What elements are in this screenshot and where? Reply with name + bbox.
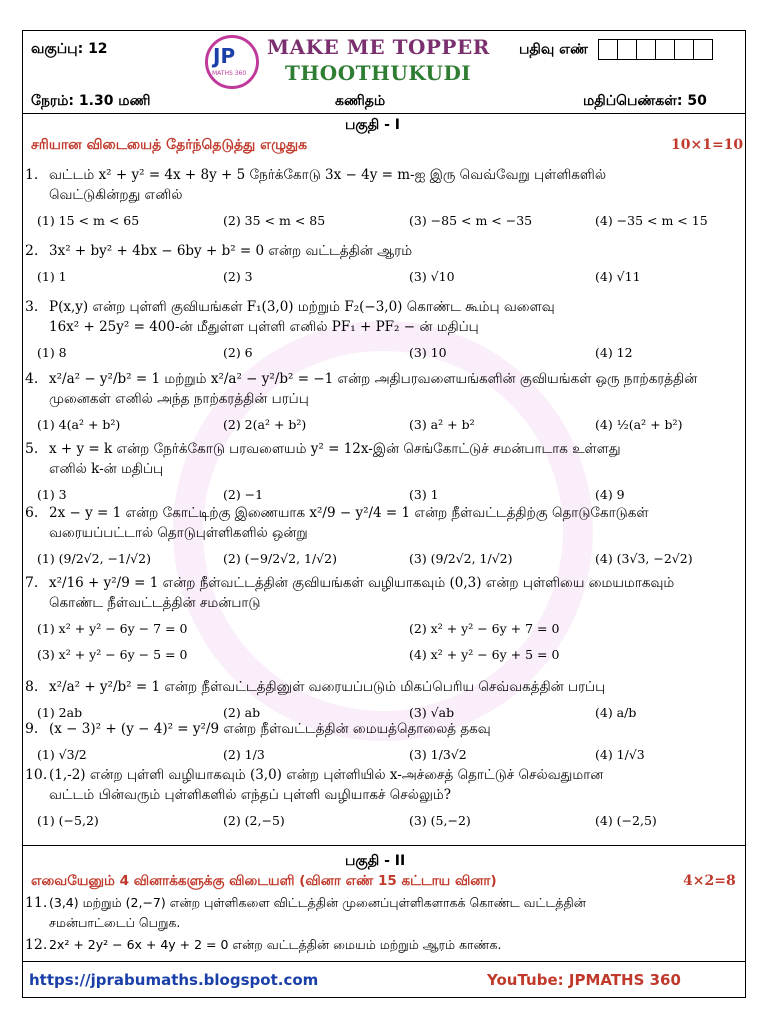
part1-instruction: சரியான விடையைத் தேர்ந்தெடுத்து எழுதுக	[31, 137, 308, 153]
question-text: 2x − y = 1 என்ற கோட்டிற்கு இணையாக x²/9 − y²/4 = 1 என்ற நீள்வட்டத்திற்கு தொடுகோடுகள்	[49, 505, 649, 521]
answer-option[interactable]: (4) a/b	[595, 705, 637, 720]
question-number: 1.	[25, 167, 39, 183]
question-text: கொண்ட நீள்வட்டத்தின் சமன்பாடு	[49, 595, 261, 611]
answer-option[interactable]: (3) 1	[409, 487, 439, 502]
answer-option[interactable]: (3) 10	[409, 345, 447, 360]
question-text: (3,4) மற்றும் (2,−7) என்ற புள்ளிகளை விட்டத்தின் முனைப்புள்ளிகளாகக் கொண்ட வட்டத்தின்	[49, 895, 586, 910]
answer-option[interactable]: (4) 12	[595, 345, 633, 360]
part2-title: பகுதி - II	[345, 853, 406, 869]
question-text: சமன்பாட்டைப் பெறுக.	[49, 915, 181, 930]
brand-title: MAKE ME TOPPER	[267, 35, 490, 59]
answer-option[interactable]: (3) x² + y² − 6y − 5 = 0	[37, 647, 188, 662]
answer-option[interactable]: (3) 1/3√2	[409, 747, 467, 762]
question-number: 12.	[25, 937, 48, 953]
question-number: 9.	[25, 721, 39, 737]
question-number: 5.	[25, 441, 39, 457]
part1-marks: 10×1=10	[671, 137, 744, 153]
answer-option[interactable]: (4) −35 < m < 15	[595, 213, 708, 228]
question-text: (x − 3)² + (y − 4)² = y²/9 என்ற நீள்வட்டத்தின் மையத்தொலைத் தகவு	[49, 721, 491, 737]
question-text: x²/16 + y²/9 = 1 என்ற நீள்வட்டத்தின் குவியங்கள் வழியாகவும் (0,3) என்ற புள்ளியை மையமாகவும்	[49, 575, 675, 591]
question-paper	[22, 30, 746, 998]
reg-number-boxes[interactable]	[599, 42, 713, 58]
question-number: 8.	[25, 679, 39, 695]
answer-option[interactable]: (1) 1	[37, 269, 67, 284]
brand-subtitle: THOOTHUKUDI	[285, 61, 472, 85]
answer-option[interactable]: (1) 8	[37, 345, 67, 360]
answer-option[interactable]: (3) a² + b²	[409, 417, 475, 432]
answer-option[interactable]: (4) 1/√3	[595, 747, 645, 762]
answer-option[interactable]: (1) x² + y² − 6y − 7 = 0	[37, 621, 188, 636]
question-number: 10.	[25, 767, 48, 783]
answer-option[interactable]: (2) 3	[223, 269, 253, 284]
part1-title: பகுதி - I	[345, 117, 401, 133]
answer-option[interactable]: (1) 3	[37, 487, 67, 502]
answer-option[interactable]: (2) 1/3	[223, 747, 265, 762]
question-number: 4.	[25, 371, 39, 387]
answer-option[interactable]: (1) 15 < m < 65	[37, 213, 140, 228]
question-text: x²/a² − y²/b² = 1 மற்றும் x²/a² − y²/b² = −1 என்ற அதிபரவளையங்களின் குவியங்கள் ஒரு நாற்கரத்தின்	[49, 371, 698, 387]
answer-option[interactable]: (1) 2ab	[37, 705, 83, 720]
divider	[23, 845, 745, 846]
part2-marks: 4×2=8	[683, 873, 736, 889]
answer-option[interactable]: (4) ½(a² + b²)	[595, 417, 683, 432]
question-number: 7.	[25, 575, 39, 591]
question-number: 2.	[25, 243, 39, 259]
divider	[23, 113, 745, 114]
marks-label: மதிப்பெண்கள்: 50	[583, 93, 707, 109]
reg-label-text: பதிவு எண்	[519, 41, 588, 58]
subject-label: கணிதம்	[335, 93, 386, 109]
answer-option[interactable]: (2) −1	[223, 487, 264, 502]
question-text: 2x² + 2y² − 6x + 4y + 2 = 0 என்ற வட்டத்தின் மையம் மற்றும் ஆரம் காண்க.	[49, 937, 502, 952]
question-number: 6.	[25, 505, 39, 521]
question-text: 16x² + 25y² = 400-ன் மீதுள்ள புள்ளி எனில் PF₁ + PF₂ − ன் மதிப்பு	[49, 319, 479, 335]
question-text: வட்டம் x² + y² = 4x + 8y + 5 நேர்க்கோடு 3x − 4y = m-ஐ இரு வெவ்வேறு புள்ளிகளில்	[49, 167, 607, 183]
question-text: எனில் k-ன் மதிப்பு	[49, 461, 164, 477]
answer-option[interactable]: (4) (−2,5)	[595, 813, 657, 828]
question-text: வட்டம் பின்வரும் புள்ளிகளில் எந்தப் புள்ளி வழியாகச் செல்லும்?	[49, 787, 451, 803]
logo-sub: MATHS 360	[212, 70, 247, 77]
answer-option[interactable]: (2) x² + y² − 6y + 7 = 0	[409, 621, 560, 636]
question-number: 3.	[25, 299, 39, 315]
reg-number-label	[519, 39, 713, 60]
question-number: 11.	[25, 895, 48, 911]
answer-option[interactable]: (3) (5,−2)	[409, 813, 471, 828]
question-text: P(x,y) என்ற புள்ளி குவியங்கள் F₁(3,0) மற்றும் F₂(−3,0) கொண்ட கூம்பு வளைவு	[49, 299, 555, 315]
answer-option[interactable]: (2) ab	[223, 705, 261, 720]
answer-option[interactable]: (2) 2(a² + b²)	[223, 417, 307, 432]
answer-option[interactable]: (2) (2,−5)	[223, 813, 285, 828]
answer-option[interactable]: (1) √3/2	[37, 747, 87, 762]
logo-text: JP	[213, 44, 236, 68]
youtube-label[interactable]: YouTube: JPMATHS 360	[487, 971, 681, 989]
divider	[23, 961, 745, 962]
answer-option[interactable]: (1) (9/2√2, −1/√2)	[37, 551, 151, 566]
question-text: x²/a² + y²/b² = 1 என்ற நீள்வட்டத்தினுள் வரையப்படும் மிகப்பெரிய செவ்வகத்தின் பரப்பு	[49, 679, 606, 695]
question-text: முனைகள் எனில் அந்த நாற்கரத்தின் பரப்பு	[49, 391, 309, 407]
question-text: 3x² + by² + 4bx − 6by + b² = 0 என்ற வட்டத்தின் ஆரம்	[49, 243, 413, 259]
question-text: (1,-2) என்ற புள்ளி வழியாகவும் (3,0) என்ற புள்ளியில் x-அச்சைத் தொட்டுச் செல்வதுமான	[49, 767, 604, 783]
answer-option[interactable]: (3) √10	[409, 269, 455, 284]
blog-link[interactable]: https://jprabumaths.blogspot.com	[29, 971, 319, 989]
question-text: வரையப்பட்டால் தொடுபுள்ளிகளில் ஒன்று	[49, 525, 308, 541]
answer-option[interactable]: (2) 35 < m < 85	[223, 213, 326, 228]
jp-logo	[205, 35, 259, 89]
question-text: x + y = k என்ற நேர்க்கோடு பரவளையம் y² = 12x-இன் செங்கோட்டுச் சமன்பாடாக உள்ளது	[49, 441, 621, 457]
time-label: நேரம்: 1.30 மணி	[31, 93, 151, 109]
answer-option[interactable]: (2) 6	[223, 345, 253, 360]
answer-option[interactable]: (1) 4(a² + b²)	[37, 417, 121, 432]
answer-option[interactable]: (2) (−9/2√2, 1/√2)	[223, 551, 337, 566]
answer-option[interactable]: (3) −85 < m < −35	[409, 213, 533, 228]
answer-option[interactable]: (3) √ab	[409, 705, 455, 720]
answer-option[interactable]: (1) (−5,2)	[37, 813, 99, 828]
question-text: வெட்டுகின்றது எனில்	[49, 187, 183, 203]
answer-option[interactable]: (4) √11	[595, 269, 641, 284]
answer-option[interactable]: (4) x² + y² − 6y + 5 = 0	[409, 647, 560, 662]
answer-option[interactable]: (3) (9/2√2, 1/√2)	[409, 551, 513, 566]
class-label: வகுப்பு: 12	[31, 41, 108, 57]
answer-option[interactable]: (4) 9	[595, 487, 625, 502]
answer-option[interactable]: (4) (3√3, −2√2)	[595, 551, 693, 566]
part2-instruction: எவையேனும் 4 வினாக்களுக்கு விடையளி (வினா எண் 15 கட்டாய வினா)	[31, 873, 497, 889]
